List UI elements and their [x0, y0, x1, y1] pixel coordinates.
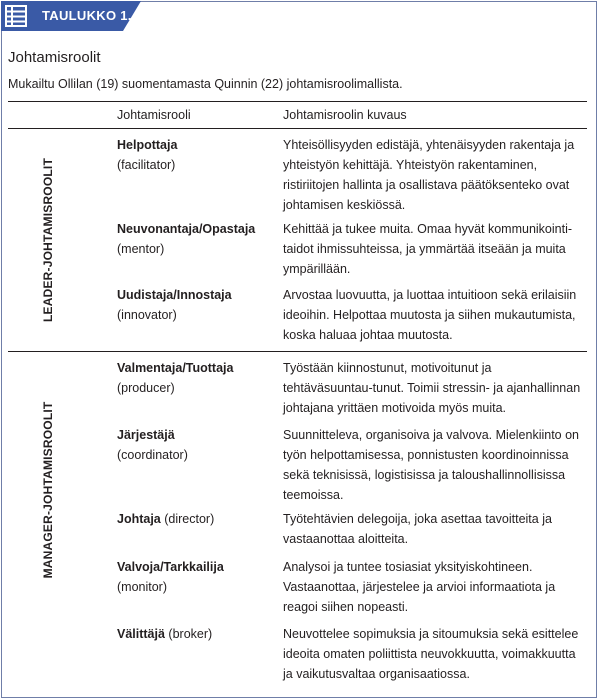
role-name: Neuvonantaja/Opastaja	[117, 222, 256, 236]
description-valvoja: Analysoi ja tuntee tosiasiat yksityiskohtineen. Vastaanottaa, järjestelee ja arvioi informaatiota ja reagoi siihen nopeasti.	[283, 560, 556, 614]
description-valmentaja: Työstään kiinnostunut, motivoitunut ja tehtäväsuuntau-tunut. Toimii stressin- ja ajanhallinnan johtajana yrittäen motivoida myös muita.	[283, 361, 581, 415]
role-name: Valmentaja/Tuottaja	[117, 361, 234, 375]
role-english: (coordinator)	[117, 448, 188, 462]
role-valittaja	[117, 624, 277, 644]
description-jarjestaja: Suunnitteleva, organisoiva ja valvova. Mielenkiinto on työn helpottamisessa, ponnistusten koordinoinnissa sekä teknisissä, logistisissa ja taloushallinnollisissa teemoissa.	[283, 428, 580, 502]
column-header-description: Johtamisroolin kuvaus	[283, 108, 407, 122]
role-valmentaja	[117, 358, 277, 398]
group-label-leader: LEADER-JOHTAMISROOLIT	[41, 158, 55, 322]
table-title: Johtamisroolit	[8, 49, 101, 66]
role-english: (broker)	[168, 627, 213, 641]
role-name: Välittäjä	[117, 627, 165, 641]
description-johtaja: Työtehtävien delegoija, joka asettaa tavoitteita ja vastaanottaa aloitteita.	[283, 512, 552, 546]
role-english: (facilitator)	[117, 158, 176, 172]
role-name: Helpottaja	[117, 138, 178, 152]
role-name: Valvoja/Tarkkailija	[117, 560, 224, 574]
description-uudistaja: Arvostaa luovuutta, ja luottaa intuitioon sekä erilaisiin ideoihin. Helpottaa muutosta ja siihen mukautumista, koska haluaa johtaa muutosta.	[283, 288, 577, 342]
role-english: (mentor)	[117, 242, 165, 256]
rule-group-divider	[8, 351, 587, 352]
role-johtaja	[117, 509, 277, 529]
description-neuvonantaja: Kehittää ja tukee muita. Omaa hyvät kommunikointi-taidot ihmissuhteissa, ja ymmärtää itseään ja muita ympärillään.	[283, 222, 573, 276]
table-subtitle: Mukailtu Ollilan (19) suomentamasta Quinnin (22) johtamisroolimallista.	[8, 77, 403, 91]
role-valvoja	[117, 557, 277, 597]
role-jarjestaja	[117, 425, 277, 465]
table-icon	[5, 5, 27, 27]
role-uudistaja	[117, 285, 277, 325]
rule-top	[8, 101, 587, 102]
column-header-role: Johtamisrooli	[117, 108, 191, 122]
role-helpottaja	[117, 135, 277, 175]
table-header-bar	[1, 1, 141, 31]
rule-header	[8, 128, 587, 129]
role-name: Johtaja	[117, 512, 161, 526]
group-label-manager: MANAGER-JOHTAMISROOLIT	[41, 401, 55, 579]
role-neuvonantaja	[117, 219, 277, 259]
description-helpottaja: Yhteisöllisyyden edistäjä, yhtenäisyyden rakentaja ja yhteistyön kehittäjä. Yhteistyön rakentaminen, ristiriitojen hallinta ja osallistava päätöksenteko ovat johtamisen keskiössä.	[283, 138, 575, 212]
role-english: (director)	[164, 512, 215, 526]
role-english: (innovator)	[117, 308, 177, 322]
role-name: Uudistaja/Innostaja	[117, 288, 232, 302]
table-number-label: TAULUKKO 1.	[42, 8, 132, 23]
role-name: Järjestäjä	[117, 428, 175, 442]
role-english: (monitor)	[117, 580, 168, 594]
role-english: (producer)	[117, 381, 175, 395]
description-valittaja: Neuvottelee sopimuksia ja sitoumuksia sekä esittelee ideoita omaten poliittista neuvokkuutta, voimakkuutta ja vaikutusvaltaa organisaatiossa.	[283, 627, 579, 681]
